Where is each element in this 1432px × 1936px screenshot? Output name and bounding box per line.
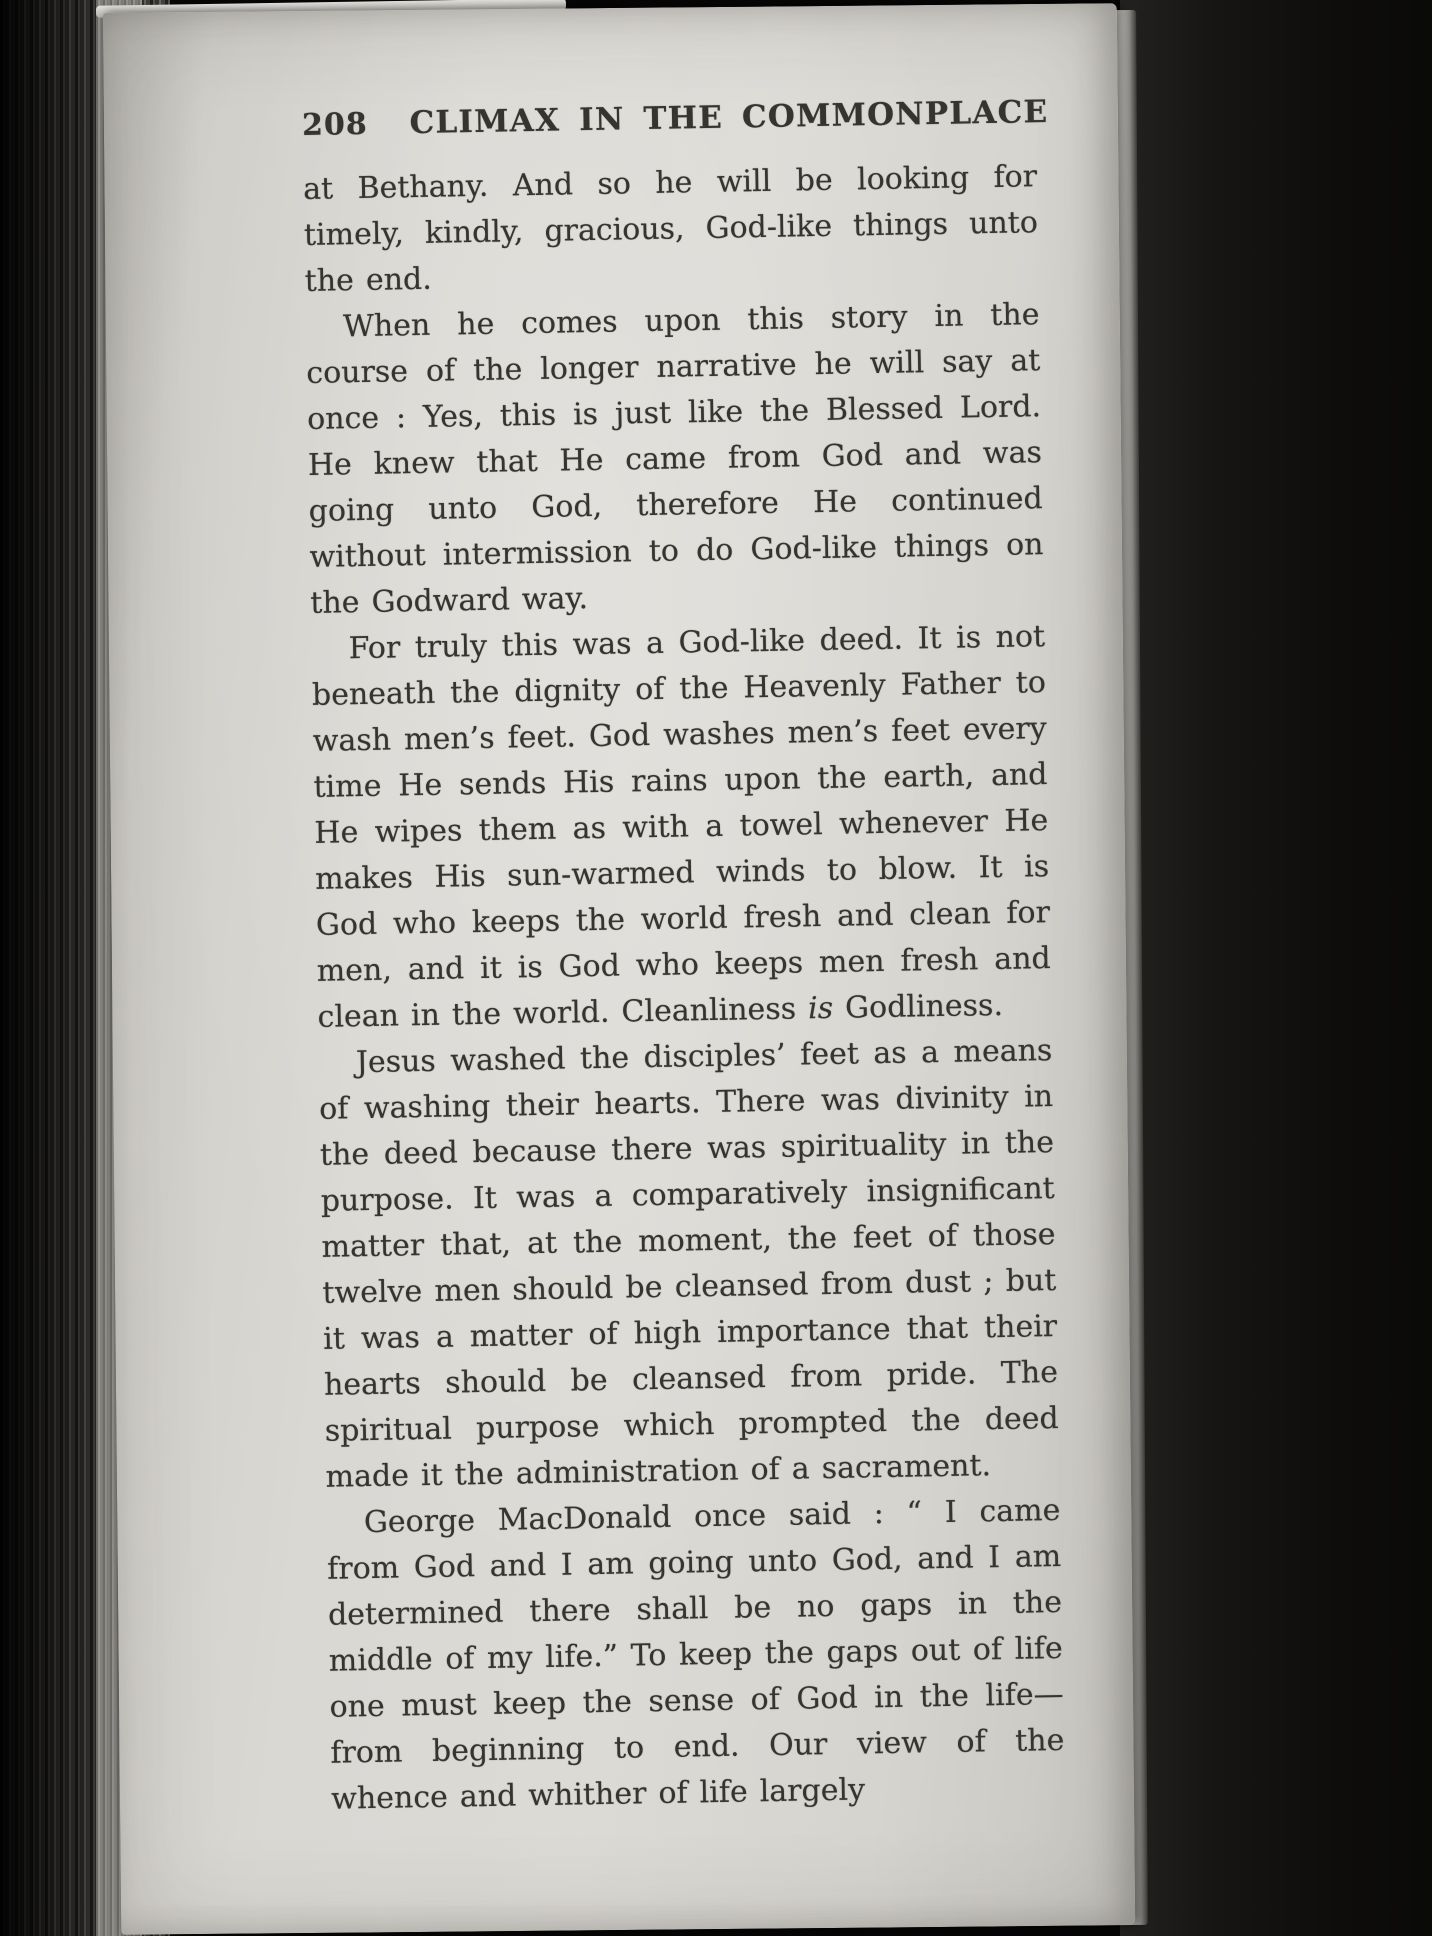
paragraph: at Bethany. And so he will be looking for timely, kindly, gracious, God-like things unto the end.	[302, 159, 1039, 299]
paragraph: Jesus washed the disciples’ feet as a means of washing their hearts. There was divinity in the deed because there was spirituality in the purpose. It was a comparatively insignificant matter that, at the moment, the feet of those twelve men should be cleansed from dust ; but it was a matter of high importance that their hearts should be cleansed from pride. The spiritual purpose which prompted the deed made it the administration of a sacrament.	[318, 1033, 1060, 1495]
paragraph: When he comes upon this story in the course of the longer narrative he will say at once : Yes, this is just like the Blessed Lord. He knew that He came from God and was going unto God, therefore He continued without intermission to do God-like things on the Godward way.	[306, 297, 1044, 621]
book-page	[103, 3, 1135, 1935]
paragraph: George MacDonald once said : “ I came from God and I am going unto God, and I am determined there shall be no gaps in the middle of my life.” To keep the gaps out of life one must keep the sense of God in the life—from beginning to end. Our view of the whence and whither of life largely	[326, 1492, 1065, 1817]
printed-text-area	[302, 94, 1066, 1823]
running-header-title: CLIMAX IN THE COMMONPLACE	[409, 93, 1049, 142]
page-header	[301, 93, 1049, 144]
paragraph: For truly this was a God-like deed. It is not beneath the dignity of the Heavenly Father to wash men’s feet. God washes men’s feet every time He sends His rains upon the earth, and He wipes them as with a towel whenever He makes His sun-warmed winds to blow. It is God who keeps the world fresh and clean for men, and it is God who keeps men fresh and clean in the world. Cleanliness is Godliness.	[311, 619, 1051, 1035]
page-number: 208	[301, 106, 368, 144]
background-right	[1120, 0, 1432, 1936]
page-body-text	[303, 154, 1066, 1823]
